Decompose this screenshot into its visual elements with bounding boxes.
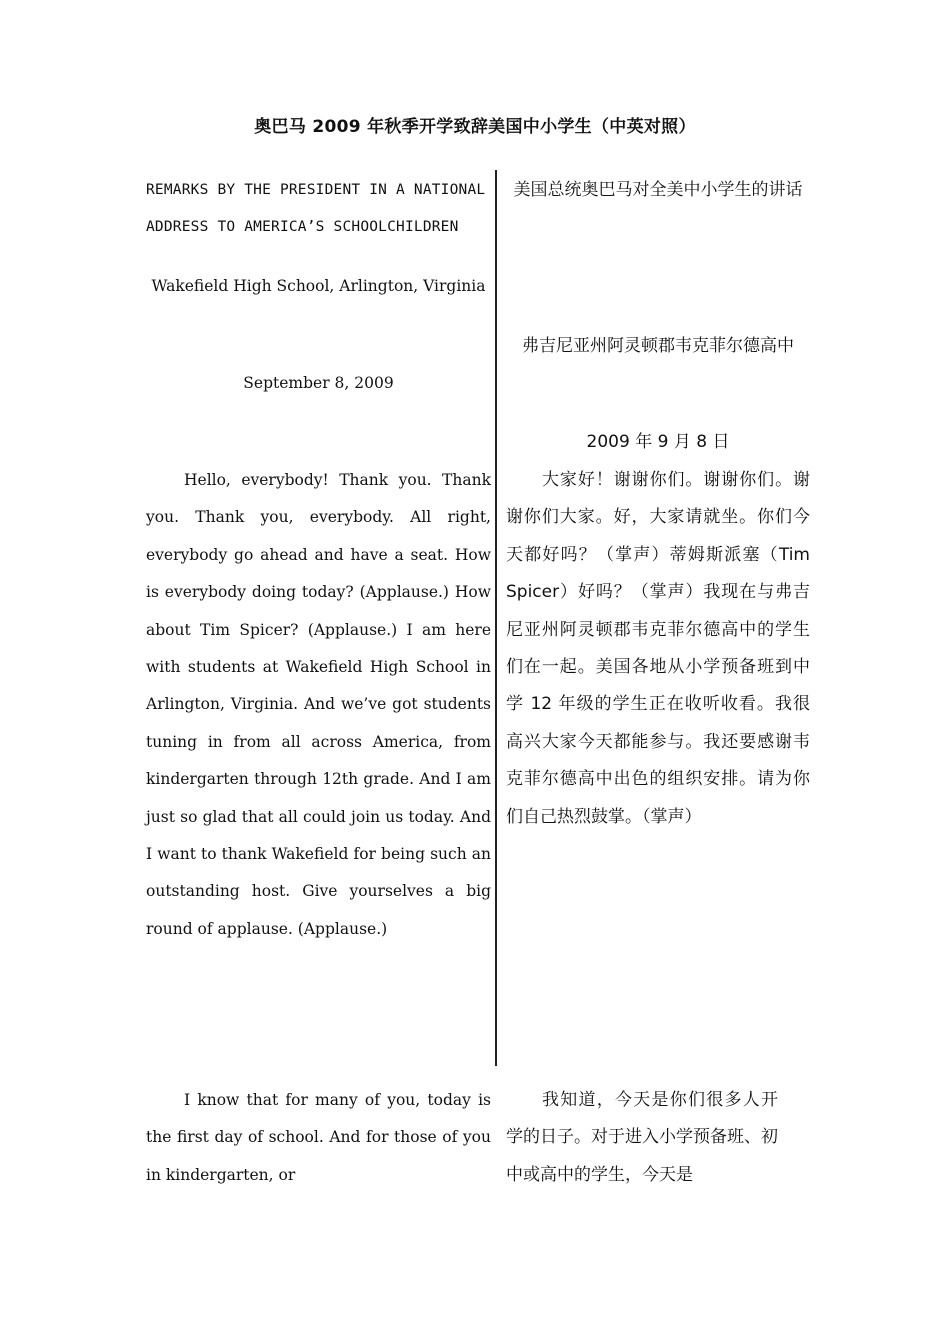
- english-paragraph-1: Hello, everybody! Thank you. Thank you. Thank you, everybody. All right, everybody go ahead and have a seat. How is everybody doing today? (Applause.) How about Tim Spicer? (Applause.) I am here with students at Wakefield High School in Arlington, Virginia. And we’ve got students tuning in from all across America, from kindergarten through 12th grade. And I am just so glad that all could join us today. And I want to thank Wakefield for being such an outstanding host. Give yourselves a big round of applause. (Applause.): [146, 471, 491, 938]
- chinese-paragraph-2: 我知道，今天是你们很多人开学的日子。对于进入小学预备班、初中或高中的学生，今天是: [506, 1090, 778, 1185]
- chinese-paragraph-1: 大家好！谢谢你们。谢谢你们。谢谢你们大家。好，大家请就坐。你们今天都好吗？（掌声）蒂姆斯派塞（Tim Spicer）好吗？（掌声）我现在与弗吉尼亚州阿灵顿郡韦克菲尔德高中的学生们在一起。美国各地从小学预备班到中学 12 年级的学生正在收听收看。我很高兴大家今天都能参与。我还要感谢韦克菲尔德高中出色的组织安排。请为你们自己热烈鼓掌。（掌声）: [506, 470, 810, 827]
- document-title: 奥巴马 2009 年秋季开学致辞美国中小学生（中英对照）: [254, 117, 696, 137]
- english-heading: REMARKS BY THE PRESIDENT IN A NATIONAL ADDRESS TO AMERICA’S SCHOOLCHILDREN: [146, 182, 486, 236]
- english-location: Wakefield High School, Arlington, Virginia: [151, 277, 486, 295]
- chinese-location: 弗吉尼亚州阿灵顿郡韦克菲尔德高中: [522, 336, 794, 356]
- chinese-heading: 美国总统奥巴马对全美中小学生的讲话: [513, 180, 803, 200]
- english-paragraph-2: I know that for many of you, today is the first day of school. And for those of you in kindergarten, or: [146, 1091, 491, 1184]
- column-divider: [495, 170, 497, 1066]
- english-date: September 8, 2009: [243, 374, 394, 392]
- chinese-date: 2009 年 9 月 8 日: [586, 432, 730, 452]
